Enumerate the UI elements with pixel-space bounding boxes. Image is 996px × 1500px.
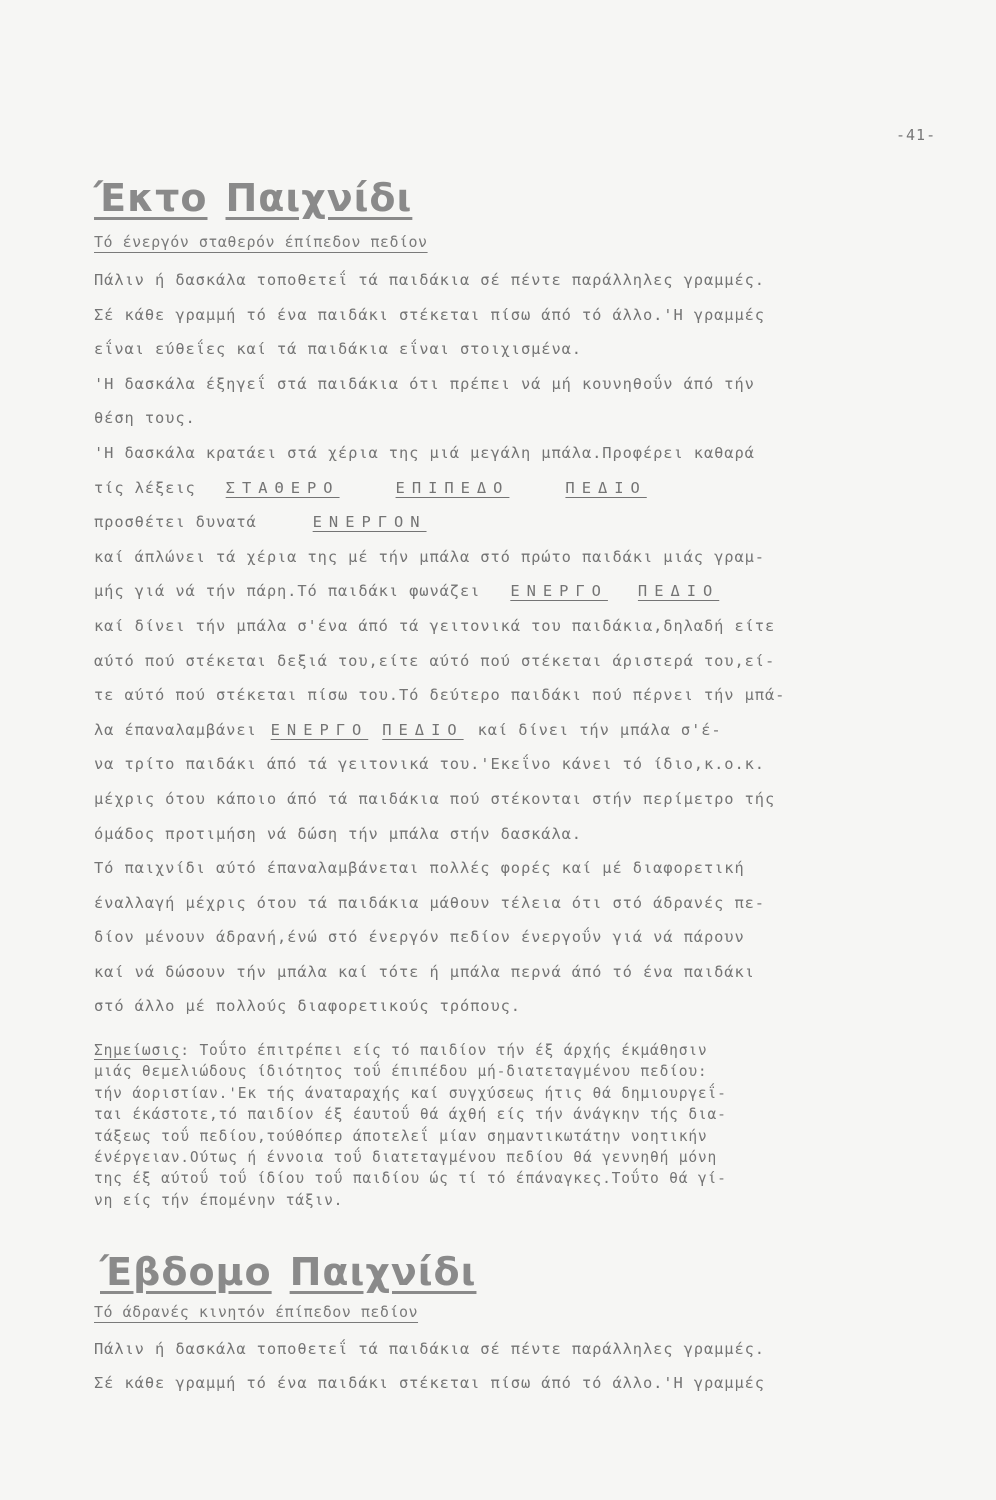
- text-line: αύτό πού στέκεται δεξιά του,είτε αύτό πού στέκεται άριστερά του,εί-: [94, 651, 776, 670]
- text-line: [94, 505, 944, 540]
- text-line: ένέργειαν.Ούτως ή έννοια τοΰ διατεταγμένου πεδίου θά γεννηθή μόνη: [94, 1148, 718, 1166]
- section-6-body: [94, 263, 944, 1024]
- emphasized-word: ΠΕΔΙΟ: [382, 720, 464, 739]
- emphasized-word: ΕΝΕΡΓΟ: [510, 582, 608, 601]
- emphasized-word: ΕΝΕΡΓΟ: [270, 720, 369, 739]
- section-6-heading-word2: Παιχνίδι: [225, 176, 413, 220]
- text-fragment: τίς λέξεις: [94, 478, 196, 497]
- text-line: τάξεως τοΰ πεδίου,τούθόπερ άποτελεΐ μίαν σημαντικωτάτην νοητικήν: [94, 1127, 708, 1145]
- emphasized-word: ΕΠΙΠΕΔΟ: [395, 478, 510, 497]
- text-line: τε αύτό πού στέκεται πίσω του.Τό δεύτερο παιδάκι πού πέρνει τήν μπά-: [94, 686, 786, 705]
- text-line: της έξ αύτοΰ τοΰ ίδίου τοΰ παιδίου ώς τί τό έπάναγκες.Τοΰτο θά γί-: [94, 1170, 727, 1188]
- text-fragment: μής γιά νά τήν πάρη.Τό παιδάκι φωνάζει: [94, 582, 481, 601]
- section-7-subheading: Τό άδρανές κινητόν έπίπεδον πεδίον: [94, 1303, 419, 1321]
- section-6-heading-word1: Έκτο: [94, 176, 208, 220]
- text-line: Πάλιν ή δασκάλα τοποθετεΐ τά παιδάκια σέ πέντε παράλληλες γραμμές.: [94, 1340, 765, 1358]
- section-6-heading: [94, 176, 412, 220]
- section-7-heading-word1: Έβδομο: [100, 1250, 272, 1294]
- emphasized-word: ΠΕΔΙΟ: [637, 582, 720, 601]
- section-7-body: [94, 1332, 944, 1400]
- emphasized-word: ΣΤΑΘΕΡΟ: [225, 478, 340, 497]
- text-fragment: λα έπαναλαμβάνει: [94, 720, 257, 739]
- text-line: μιάς θεμελιώδους ίδιότητος τοΰ έπιπέδου μή-διατεταγμένου πεδίου:: [94, 1063, 708, 1081]
- text-line: δίον μένουν άδρανή,ένώ στό ένεργόν πεδίον ένεργοΰν γιά νά πάρουν: [94, 928, 745, 947]
- page-number: -41-: [896, 126, 937, 144]
- text-line: 'Η δασκάλα κρατάει στά χέρια της μιά μεγάλη μπάλα.Προφέρει καθαρά: [94, 443, 755, 462]
- text-line: Πάλιν ή δασκάλα τοποθετεΐ τά παιδάκια σέ πέντε παράλληλες γραμμές.: [94, 271, 765, 289]
- section-7-heading-word2: Παιχνίδι: [289, 1250, 477, 1294]
- text-line: έναλλαγή μέχρις ότου τά παιδάκια μάθουν τέλεια ότι στό άδρανές πε-: [94, 893, 765, 912]
- text-fragment: : Τοΰτο έπιτρέπει είς τό παιδίον τήν έξ άρχής έκμάθησιν: [180, 1042, 708, 1059]
- section-7-heading: [100, 1250, 476, 1294]
- text-line: [94, 1040, 944, 1061]
- text-line: Τό παιχνίδι αύτό έπαναλαμβάνεται πολλές φορές καί μέ διαφορετική: [94, 859, 745, 878]
- text-line: καί νά δώσουν τήν μπάλα καί τότε ή μπάλα περνά άπό τό ένα παιδάκι: [94, 962, 755, 981]
- emphasized-word: ΠΕΔΙΟ: [565, 478, 647, 497]
- text-line: τήν άοριστίαν.'Εκ τής άναταραχής καί συγχύσεως ήτις θά δημιουργεΐ-: [94, 1084, 727, 1102]
- text-line: ται έκάστοτε,τό παιδίον έξ έαυτοΰ θά άχθή είς τήν άνάγκην τής δια-: [94, 1106, 727, 1124]
- text-line: να τρίτο παιδάκι άπό τά γειτονικά του.'Εκεΐνο κάνει τό ίδιο,κ.ο.κ.: [94, 755, 765, 774]
- text-line: [94, 574, 944, 609]
- text-line: μέχρις ότου κάποιο άπό τά παιδάκια πού στέκονται στήν περίμετρο τής: [94, 789, 776, 808]
- text-line: στό άλλο μέ πολλούς διαφορετικούς τρόπους.: [94, 997, 521, 1016]
- text-line: θέση τους.: [94, 409, 196, 428]
- text-line: καί δίνει τήν μπάλα σ'ένα άπό τά γειτονικά του παιδάκια,δηλαδή είτε: [94, 616, 776, 635]
- text-fragment: καί δίνει τήν μπάλα σ'έ-: [477, 720, 722, 739]
- text-line: νη είς τήν έπομένην τάξιν.: [94, 1191, 344, 1209]
- text-line: [94, 471, 944, 506]
- text-line: καί άπλώνει τά χέρια της μέ τήν μπάλα στό πρώτο παιδάκι μιάς γραμ-: [94, 547, 765, 566]
- note-label: Σημείωσις: [94, 1042, 181, 1059]
- section-6-subheading: Τό ένεργόν σταθερόν έπίπεδον πεδίον: [94, 233, 428, 251]
- note-block: [94, 1040, 944, 1211]
- text-line: όμάδος προτιμήση νά δώση τήν μπάλα στήν δασκάλα.: [94, 824, 582, 843]
- text-line: 'Η δασκάλα έξηγεΐ στά παιδάκια ότι πρέπει νά μή κουνηθοΰν άπό τήν: [94, 374, 755, 393]
- text-line: εΐναι εύθεΐες καί τά παιδάκια εΐναι στοιχισμένα.: [94, 340, 582, 359]
- text-line: Σέ κάθε γραμμή τό ένα παιδάκι στέκεται πίσω άπό τό άλλο.'Η γραμμές: [94, 1374, 765, 1392]
- text-line: [94, 713, 944, 748]
- emphasized-word: ΕΝΕΡΓΟΝ: [312, 513, 427, 532]
- text-fragment: προσθέτει δυνατά: [94, 513, 257, 532]
- text-line: Σέ κάθε γραμμή τό ένα παιδάκι στέκεται πίσω άπό τό άλλο.'Η γραμμές: [94, 305, 765, 324]
